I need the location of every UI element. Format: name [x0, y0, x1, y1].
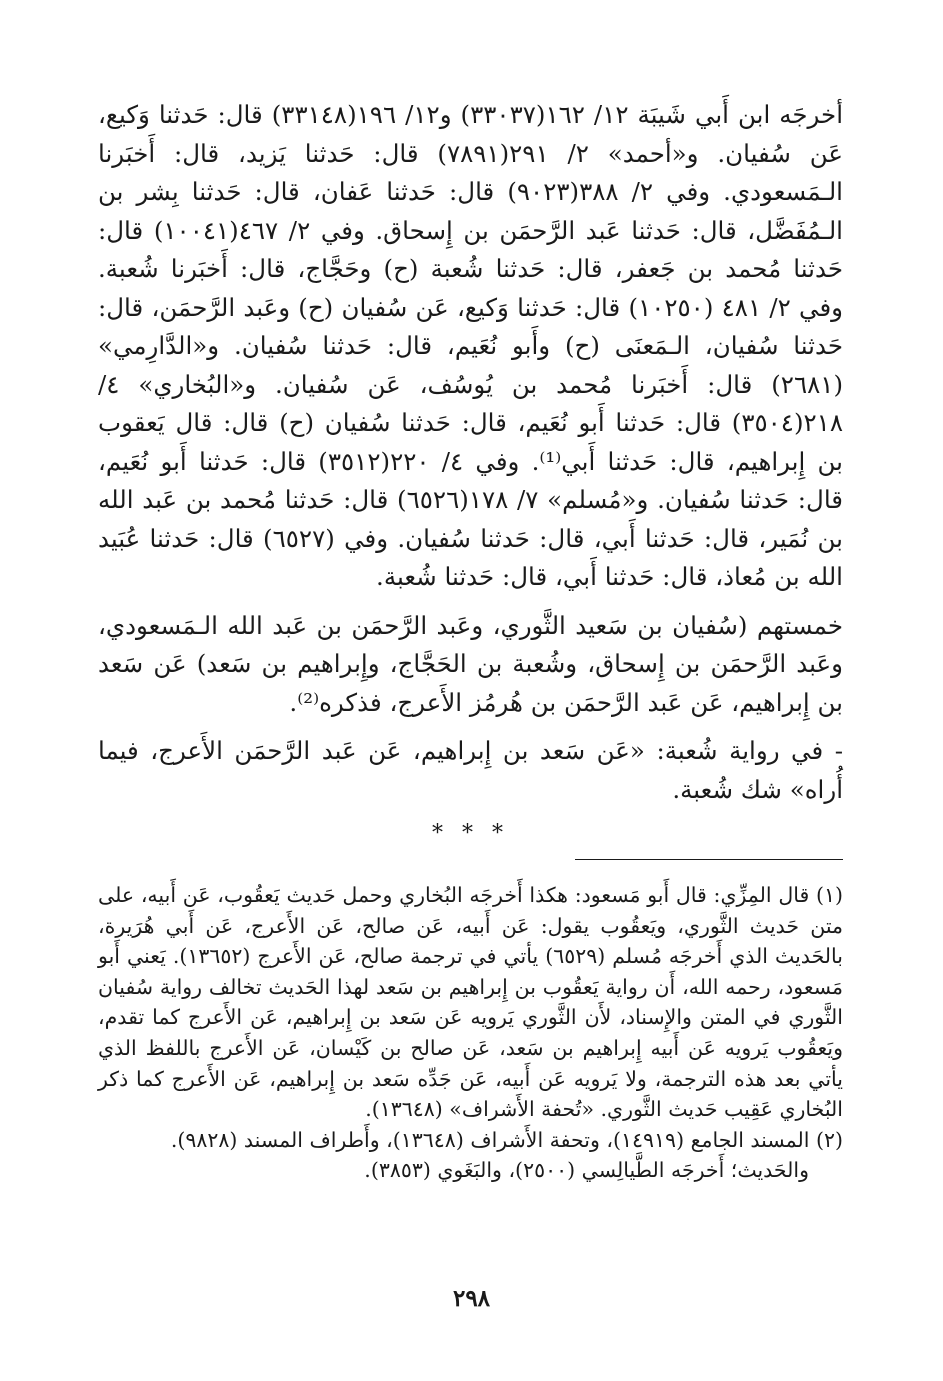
footnote-text: قال المِزِّي: قال أَبو مَسعود: هكذا أَخرجَه البُخاري وحمل حَديث يَعقُوب، عَن أَبيه، على متن حَديث الثَّوري، ويَعقُوب يقول: عَن أَبيه، عَن صالح، عَن الأَعرج، عَن أَبي هُرَيرة، بالحَديث الذي أَخرجَه مُسلم (٦٥٢٩) يأتي في ترجمة صالح، عَن الأَعرج (١٣٦٥٢). يَعني أَبو مَسعود، رحمه الله، أَن رواية يَعقُوب بن إِبراهيم بن سَعد لهذا الحَديث تخالف رواية سُفيان الثَّوري في المتن والإِسناد، لأَن الثَّوري يَرويه عَن سَعد بن إِبراهيم، عَن الأَعرج كما تقدم، ويَعقُوب يَرويه عَن أَبيه إِبراهيم بن سَعد، عَن صالح بن كَيْسان، عَن الأَعرج باللفظ الذي يأتي بعد هذه الترجمة، ولا يَرويه عَن أَبيه، عَن جَدِّه سَعد بن إِبراهيم، عَن الأَعرج كما ذكر البُخاري عَقِيب حَديث الثَّوري. «تُحفة الأَشراف» (١٣٦٤٨).: [98, 883, 843, 1122]
footnotes: [98, 880, 843, 1186]
footnote-number: (١): [815, 883, 843, 907]
footnote-divider: [575, 859, 843, 860]
section-separator: * * *: [432, 821, 509, 846]
footnote-text: المسند الجامع (١٤٩١٩)، وتحفة الأَشراف (١٣٦٤٨)، وأَطراف المسند (٩٨٢٨).: [170, 1127, 810, 1152]
footnote-number: (٢): [815, 1127, 843, 1152]
main-text: [98, 96, 843, 851]
page-number: ٢٩٨: [452, 1285, 491, 1312]
paragraph-takhrij: أخرجَه ابن أَبي شَيبَة ١٢/ ١٦٢(٣٣٠٣٧) و١٢/ ١٩٦(٣٣١٤٨) قال: حَدثنا وَكيع، عَن سُفيان. و«أحمد» ٢/ ٢٩١(٧٨٩١) قال: حَدثنا يَزيد، قال: أَخبَرنا الـمَسعودي. وفي ٢/ ٣٨٨(٩٠٢٣) قال: حَدثنا عَفان، قال: حَدثنا بِشر بن الـمُفَضَّل، قال: حَدثنا عَبد الرَّحمَن بن إِسحاق. وفي ٢/ ٤٦٧(١٠٠٤١) قال: حَدثنا مُحمد بن جَعفر، قال: حَدثنا شُعبة (ح) وحَجَّاج، قال: أَخبَرنا شُعبة. وفي ٢/ ٤٨١ (١٠٢٥٠) قال: حَدثنا وَكيع، عَن سُفيان (ح) وعَبد الرَّحمَن، قال: حَدثنا سُفيان، الـمَعنَى (ح) وأَبو نُعَيم، قال: حَدثنا سُفيان. و«الدَّارِمي» (٢٦٨١) قال: أَخبَرنا مُحمد بن يُوسُف، عَن سُفيان. و«البُخاري» ٤/ ٢١٨(٣٥٠٤) قال: حَدثنا أَبو نُعَيم، قال: حَدثنا سُفيان (ح) قال: قال يَعقوب بن إِبراهيم، قال: حَدثنا أَبي⁽¹⁾. وفي ٤/ ٢٢٠(٣٥١٢) قال: حَدثنا أَبو نُعَيم، قال: حَدثنا سُفيان. و«مُسلم» ٧/ ١٧٨(٦٥٢٦) قال: حَدثنا مُحمد بن عَبد الله بن نُمَير، قال: حَدثنا أَبي، قال: حَدثنا سُفيان. وفي (٦٥٢٧) قال: حَدثنا عُبَيد الله بن مُعاذ، قال: حَدثنا أَبي، قال: حَدثنا شُعبة.: [98, 100, 843, 591]
footnote-1: [98, 880, 843, 1125]
footnote-2: [98, 1125, 843, 1156]
footnote-2-continuation: والحَديث؛ أَخرجَه الطَّيالِسي (٢٥٠٠)، والبَغَوي (٣٨٥٣).: [364, 1158, 809, 1183]
paragraph-narrators: خمستهم (سُفيان بن سَعيد الثَّوري، وعَبد الرَّحمَن بن عَبد الله الـمَسعودي، وعَبد الرَّحمَن بن إِسحاق، وشُعبة بن الحَجَّاج، وإِبراهيم بن سَعد) عَن سَعد بن إِبراهيم، عَن عَبد الرَّحمَن بن هُرمُز الأَعرج، فذكره⁽²⁾.: [98, 610, 843, 717]
paragraph-shuba-note: - في رواية شُعبة: «عَن سَعد بن إِبراهيم، عَن عَبد الرَّحمَن الأَعرج، فيما أُراه» شك شُعبة.: [98, 736, 843, 804]
